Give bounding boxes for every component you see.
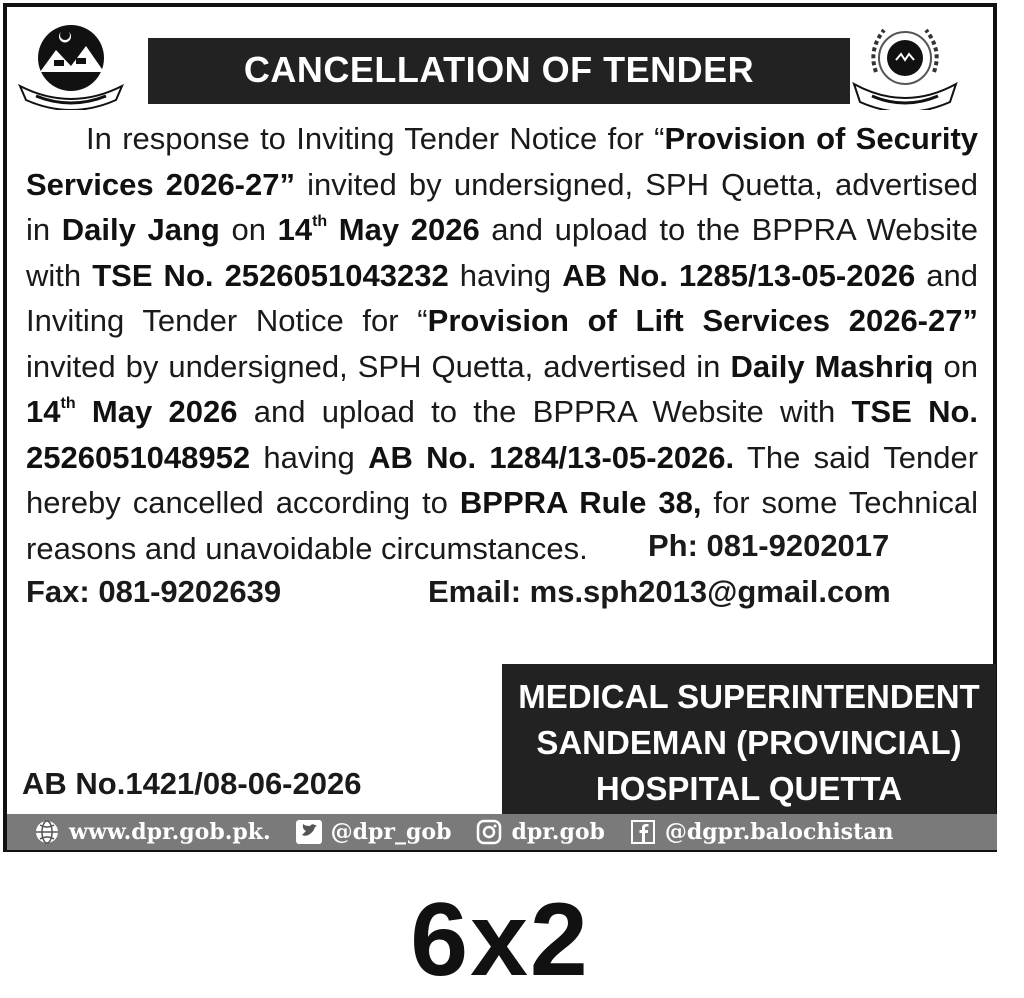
- body-text-segment: The said Tender hereby cancelled according to: [26, 439, 979, 520]
- body-text-segment: having: [448, 257, 563, 293]
- ab-reference: AB No.1421/08-06-2026: [22, 766, 362, 801]
- instagram-icon: [475, 819, 503, 845]
- rule-reference: BPPRA Rule 38,: [459, 485, 702, 520]
- body-text-segment: having: [250, 439, 369, 475]
- date-day: 14: [277, 212, 313, 247]
- fax-number: Fax: 081-9202639: [26, 574, 282, 609]
- footer-website[interactable]: [33, 819, 271, 845]
- email-address: Email: ms.sph2013@gmail.com: [428, 574, 891, 609]
- signature-line: HOSPITAL QUETTA: [595, 770, 903, 807]
- ab-number: AB No. 1284/13-05-2026.: [368, 439, 735, 475]
- footer-instagram[interactable]: [475, 819, 604, 845]
- body-text-segment: on: [933, 348, 978, 384]
- body-text-segment: and Inviting Tender Notice for “: [26, 257, 978, 338]
- twitter-icon: [295, 819, 323, 845]
- body-text-segment: In response to Inviting Tender Notice for “: [86, 121, 665, 156]
- newspaper-name: Daily Mashriq: [730, 348, 934, 384]
- signature-block: [502, 664, 996, 814]
- tender-title-lift: Provision of Lift Services 2026-27”: [427, 303, 978, 338]
- date-suffix: th: [312, 213, 328, 230]
- notice-body: [26, 116, 978, 571]
- ad-size-label: 6x2: [410, 882, 590, 998]
- instagram-handle[interactable]: dpr.gob: [511, 819, 605, 845]
- health-department-balochistan-emblem: [850, 20, 960, 110]
- website-link[interactable]: www.dpr.gob.pk.: [69, 819, 271, 845]
- body-text-segment: invited by undersigned, SPH Quetta, advertised in: [26, 348, 731, 384]
- phone-number: Ph: 081-9202017: [648, 528, 890, 563]
- tender-title-security: Provision of Security Services 2026-27”: [26, 121, 979, 202]
- footer-twitter[interactable]: [295, 819, 452, 845]
- facebook-handle[interactable]: @dgpr.balochistan: [664, 819, 894, 845]
- page-title: CANCELLATION OF TENDER: [148, 38, 850, 104]
- footer-facebook[interactable]: [629, 819, 894, 845]
- date-month-year: May 2026: [75, 394, 238, 429]
- body-text-segment: invited by undersigned, SPH Quetta, advertised in: [26, 166, 979, 247]
- tse-number: TSE No. 2526051043232: [92, 257, 449, 293]
- footer-bar: [7, 814, 997, 850]
- globe-icon: [33, 819, 61, 845]
- body-text-segment: and upload to the BPPRA Website with: [26, 212, 978, 293]
- date-month-year: May 2026: [327, 212, 480, 247]
- body-text-segment: for some Technical reasons and unavoidable circumstances.: [26, 485, 978, 566]
- facebook-icon: [629, 819, 657, 845]
- ab-number: AB No. 1285/13-05-2026: [562, 257, 916, 293]
- body-text-segment: and upload to the BPPRA Website with: [237, 394, 852, 429]
- signature-line: MEDICAL SUPERINTENDENT: [518, 678, 980, 715]
- date-suffix: th: [60, 395, 76, 412]
- date-day: 14: [26, 394, 61, 429]
- newspaper-name: Daily Jang: [61, 212, 220, 247]
- signature-line: SANDEMAN (PROVINCIAL): [536, 724, 962, 761]
- twitter-handle[interactable]: @dpr_gob: [330, 819, 452, 845]
- government-of-balochistan-emblem: [16, 20, 126, 110]
- body-text-segment: on: [219, 212, 278, 247]
- tse-number: TSE No. 2526051048952: [26, 394, 979, 475]
